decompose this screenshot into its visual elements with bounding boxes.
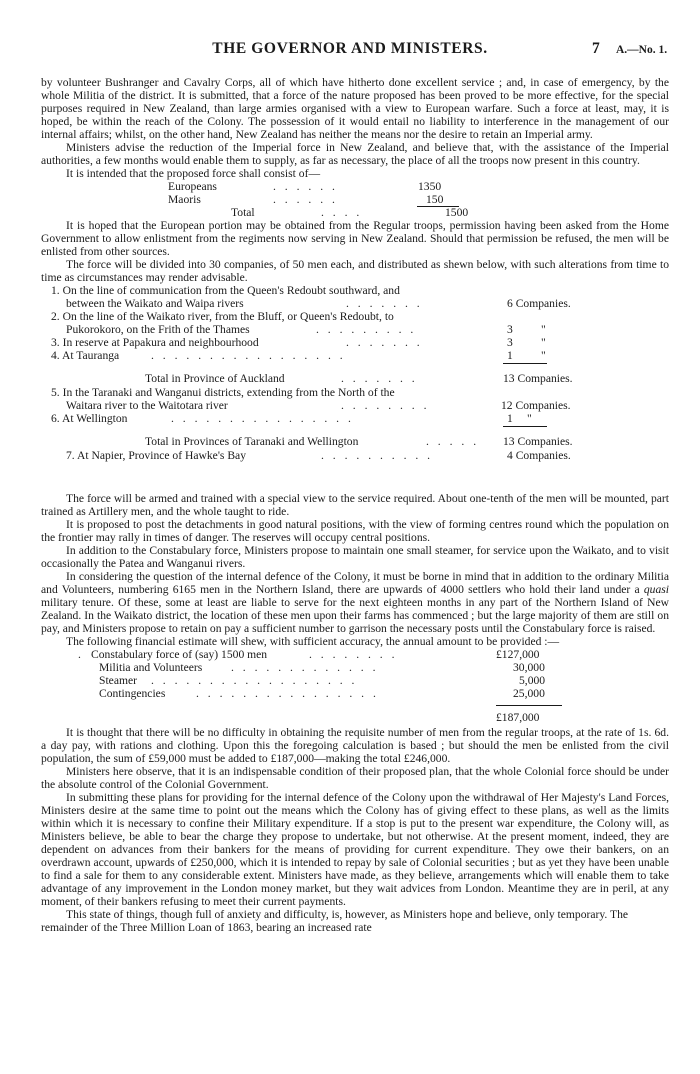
- company-distribution-table: [41, 284, 669, 492]
- leader-dots: . . . . . . .: [346, 297, 423, 310]
- page-number: 7: [592, 40, 600, 57]
- estimate-value-3: 5,000: [519, 674, 546, 687]
- estimate-bullet: .: [78, 648, 81, 661]
- paragraph-internal-defence: [41, 570, 669, 635]
- paragraph-european-portion: It is hoped that the European portion may be obtained from the Regular troops, permission having been asked from the Home Government to allow enlistment from the regiments now serving in New Zealand. Should that permission be refused, the men will be enlisted from other sources.: [41, 219, 669, 258]
- estimate-total: £187,000: [496, 711, 540, 724]
- table-row: [41, 297, 669, 310]
- distribution-item-5-cont: Waitara river to the Waitotara river: [66, 399, 228, 412]
- leader-dots: . . . . . . . .: [341, 399, 430, 412]
- table-row: [41, 336, 669, 349]
- estimate-line-3: Steamer: [99, 674, 137, 687]
- maoris-label: Maoris: [168, 193, 201, 206]
- estimate-value-1: £127,000: [496, 648, 540, 661]
- ditto-mark: ": [541, 349, 546, 362]
- paragraph-detachments: It is proposed to post the detachments in good natural positions, with the view of forming centres round which the population on the frontier may rally in times of danger. The reserves will occupy central positions.: [41, 518, 669, 544]
- europeans-value: 1350: [418, 180, 442, 193]
- paragraph-requisite-men: It is thought that there will be no difficulty in obtaining the requisite number of men from the regular troops, at the rate of 1s. 6d. a day pay, with rations and clothing. Upon this the foregoing calculation is based ; but should the men be enlisted from the civil population, the sum of £59,000 must be added to £187,000—making the total £246,000.: [41, 726, 669, 765]
- distribution-item-1-cont: between the Waikato and Waipa rivers: [66, 297, 244, 310]
- leader-dots: . . . . . . . .: [309, 648, 398, 661]
- leader-dots: . . . . .: [426, 435, 480, 448]
- europeans-label: Europeans: [168, 180, 217, 193]
- distribution-item-3: 3. In reserve at Papakura and neighbourhood: [51, 336, 259, 349]
- distribution-item-1: 1. On the line of communication from the Queen's Redoubt southward, and: [51, 284, 400, 297]
- paragraph-colonial-control: Ministers here observe, that it is an indispensable condition of their proposed plan, that the whole Colonial force should be under the absolute control of the Colonial Government.: [41, 765, 669, 791]
- table-row: [41, 284, 669, 297]
- table-row: [41, 399, 669, 412]
- estimate-value-2: 30,000: [513, 661, 545, 674]
- document-reference: A.—No. 1.: [616, 44, 668, 56]
- table-row: [41, 362, 669, 386]
- leader-dots: . . . . . . . . . . . . . . . .: [171, 412, 354, 425]
- distribution-item-1-value: 6 Companies.: [507, 297, 571, 310]
- distribution-item-2-value: 3: [507, 323, 513, 336]
- leader-dots: . . . . . . .: [346, 336, 423, 349]
- paragraph-financial-estimate: The following financial estimate will shew, with sufficient accuracy, the annual amount to be provided :—: [66, 635, 560, 648]
- table-row: [41, 193, 669, 206]
- maoris-value: 150: [426, 193, 444, 206]
- document-body: [41, 76, 669, 934]
- paragraph-temporary-state: This state of things, though full of anxiety and difficulty, is, however, as Ministers hope and believe, only temporary. The remainder of the Three Million Loan of 1863, bearing an increased rate: [41, 908, 629, 934]
- paragraph-text: In considering the question of the internal defence of the Colony, it must be borne in mind that in addition to the ordinary Militia and Volunteers, numbering 6165 men in the Northern Island, there are upwards of 4000 settlers who hold their land under a: [41, 570, 669, 596]
- distribution-item-4: 4. At Tauranga: [51, 349, 120, 362]
- distribution-item-2-cont: Pukorokoro, on the Frith of the Thames: [66, 323, 250, 336]
- total-label: Total: [231, 206, 255, 219]
- total-auckland-label: Total in Province of Auckland: [145, 372, 285, 385]
- estimate-line-4: Contingencies: [99, 687, 166, 700]
- table-row: [41, 449, 669, 462]
- distribution-item-7: 7. At Napier, Province of Hawke's Bay: [66, 449, 246, 462]
- force-composition-table: [41, 180, 669, 219]
- total-auckland-value: 13 Companies.: [503, 372, 573, 385]
- ditto-mark: ": [541, 336, 546, 349]
- distribution-item-5-value: 12 Companies.: [501, 399, 571, 412]
- leader-dots: . . . .: [321, 206, 363, 219]
- paragraph-text: military tenure. Of these, some at least are liable to serve for the next eighteen months in any part of the Northern Island of New Zealand. In the Waikato district, the location of these men upon their farms has commenced ; but the large majority of them are still on pay, and Ministers propose to retain on pay a sufficient number to garrison the necessary posts until the Constabulary force is raised.: [41, 596, 669, 635]
- leader-dots: . . . . . . . . . . . . .: [231, 661, 379, 674]
- leader-dots: . . . . . . . . . . . . . . . . .: [151, 349, 346, 362]
- table-row: [41, 386, 669, 399]
- table-row: [41, 412, 669, 425]
- estimate-line-2: Militia and Volunteers: [99, 661, 203, 674]
- paragraph-armed-trained: The force will be armed and trained with a special view to the service required. About one-tenth of the men will be mounted, part trained as Artillery men, and the whole taught to ride.: [41, 492, 669, 518]
- table-row: [41, 310, 669, 323]
- paragraph-means-and-limits: In submitting these plans for providing for the internal defence of the Colony upon the withdrawal of Her Majesty's Land Forces, Ministers desire at the same time to point out the means which the Colony has of giving effect to these plans, as well as the limits within which it is necessary to confine their Military expenditure. If a stop is put to the present war expenditure, the Colony will, as Ministers believe, be able to bear the charge they propose to undertake, but not otherwise. At the present moment, indeed, they are dependent on advances from their bankers for the means of providing for current expenditure. They owe their bankers, on an overdrawn account, upwards of £250,000, which it is intended to repay by sale of Colonial securities ; but as yet they have been unable to find a sale for them to any considerable extent. Ministers have made, as they believe, arrangements which will enable them to take advantage of any improvement in the London money market, but they wait advices from London. Meantime they are in peril, at any moment, of their bankers refusing to meet their current payments.: [41, 791, 669, 908]
- leader-dots: . . . . . .: [273, 180, 338, 193]
- table-row: [41, 349, 669, 362]
- ditto-mark: ": [527, 412, 532, 425]
- table-row: [41, 425, 669, 449]
- page-title: THE GOVERNOR AND MINISTERS.: [212, 40, 488, 57]
- ditto-mark: ": [541, 323, 546, 336]
- distribution-item-3-value: 3: [507, 336, 513, 349]
- total-value: 1500: [445, 206, 469, 219]
- table-row: [41, 206, 669, 219]
- estimate-line-1: Constabulary force of (say) 1500 men: [91, 648, 268, 661]
- leader-dots: . . . . . . . . . .: [321, 449, 434, 462]
- table-row: [41, 700, 669, 726]
- financial-estimate-table: [41, 648, 669, 726]
- estimate-value-4: 25,000: [513, 687, 545, 700]
- distribution-item-6-value: 1: [507, 412, 513, 425]
- distribution-item-7-value: 4 Companies.: [507, 449, 571, 462]
- italic-word: quasi: [643, 583, 669, 596]
- leader-dots: . . . . . . . . . . . . . . . . . .: [151, 674, 358, 687]
- leader-dots: . . . . . .: [273, 193, 338, 206]
- total-taranaki-wellington-value: 13 Companies.: [503, 435, 573, 448]
- table-row: [41, 674, 669, 687]
- total-taranaki-wellington-label: Total in Provinces of Taranaki and Wellington: [145, 435, 359, 448]
- table-row: [41, 180, 669, 193]
- paragraph-volunteer-corps: by volunteer Bushranger and Cavalry Corps, all of which have hitherto done excellent service ; and, in case of emergency, by the whole Militia of the district. It is submitted, that a force of the nature proposed has been proved to be more effective, for the special purposes required in New Zealand, than large armies organised with a view to European warfare. Such a force at least, may, it is hoped, be within the reach of the Colony. The possession of it would entail no liability to interference in the management of our internal affairs; whilst, on the other hand, New Zealand has neither the means nor the desire to retain an Imperial army.: [41, 76, 669, 141]
- table-row: [41, 661, 669, 674]
- distribution-item-4-value: 1: [507, 349, 513, 362]
- table-row: [41, 648, 669, 661]
- leader-dots: . . . . . . . . . . . . . . . .: [196, 687, 379, 700]
- distribution-item-2: 2. On the line of the Waikato river, from the Bluff, or Queen's Redoubt, to: [51, 310, 394, 323]
- page-header: [0, 42, 700, 62]
- paragraph-reduction-advice: Ministers advise the reduction of the Imperial force in New Zealand, and believe that, with the assistance of the Imperial authorities, a few months would enable them to supply, as far as necessary, the place of all the troops now present in this country.: [41, 141, 669, 167]
- distribution-item-5: 5. In the Taranaki and Wanganui districts, extending from the North of the: [51, 386, 395, 399]
- paragraph-company-division: The force will be divided into 30 companies, of 50 men each, and distributed as shewn below, with such alterations from time to time as circumstances may render advisable.: [41, 258, 669, 284]
- leader-dots: . . . . . . . . .: [316, 323, 417, 336]
- table-row: [41, 323, 669, 336]
- distribution-item-6: 6. At Wellington: [51, 412, 128, 425]
- table-row: [41, 687, 669, 700]
- paragraph-steamer: In addition to the Constabulary force, Ministers propose to maintain one small steamer, for service upon the Waikato, and to visit occasionally the Patea and Wanganui rivers.: [41, 544, 669, 570]
- paragraph-force-intro: It is intended that the proposed force shall consist of—: [66, 167, 321, 180]
- leader-dots: . . . . . . .: [341, 372, 418, 385]
